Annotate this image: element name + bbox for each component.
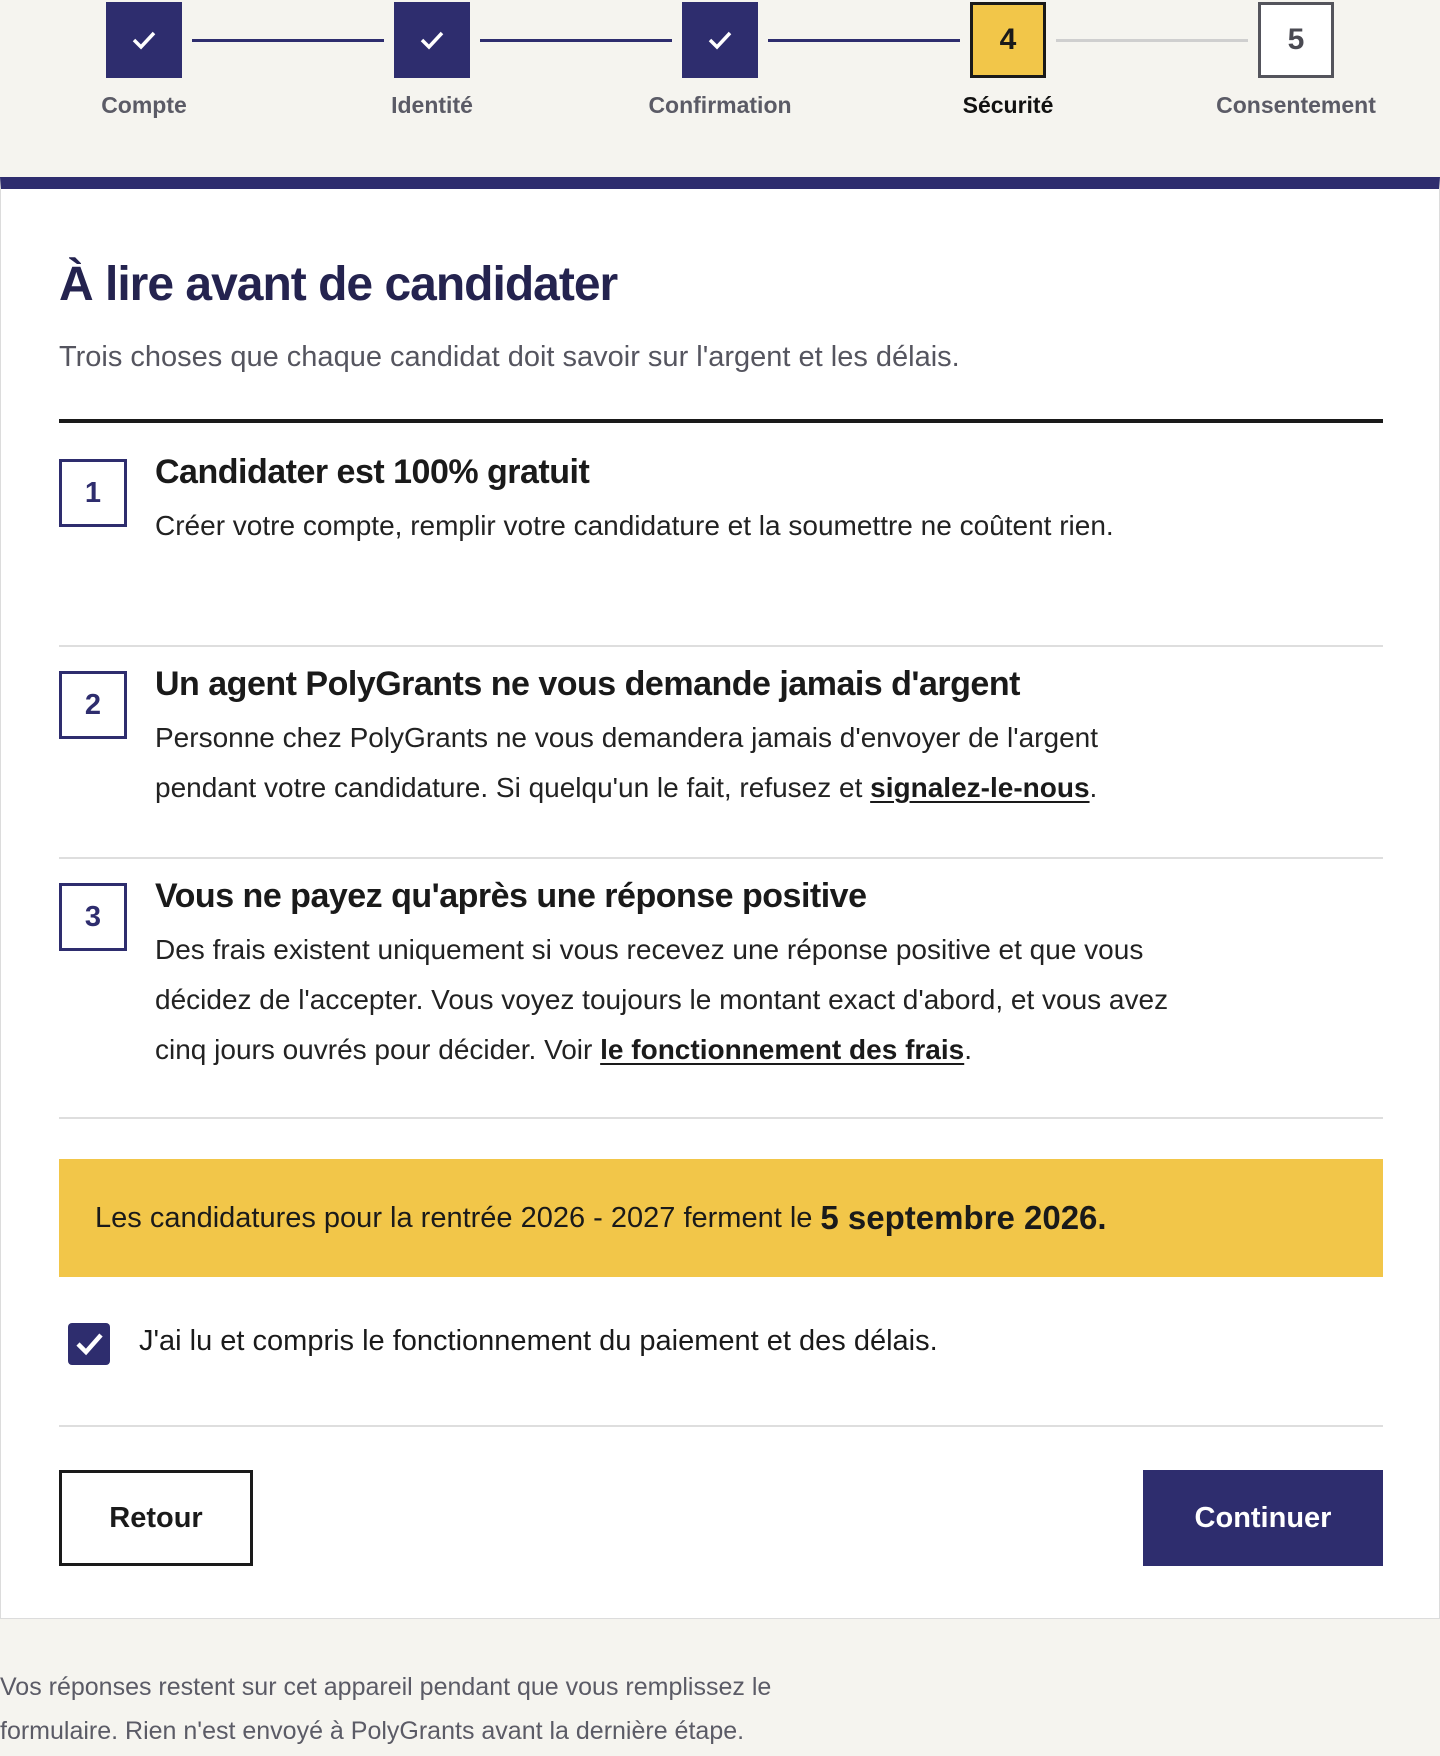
step-3-done-box[interactable] xyxy=(682,2,758,78)
privacy-footnote: Vos réponses restent sur cet appareil pendant que vous remplissez le formulaire. Rien n'est envoyé à PolyGrants avant la dernière étape. xyxy=(0,1673,772,1745)
checkmark-icon xyxy=(707,30,733,50)
item-body xyxy=(155,713,1175,813)
item-divider xyxy=(59,1117,1383,1119)
progress-stepper xyxy=(0,0,1440,175)
item-body-tail: . xyxy=(964,1034,972,1065)
item-body-text: Des frais existent uniquement si vous recevez une réponse positive et que vous décidez de l'accepter. Vous voyez toujours le montant exact d'abord, et vous avez cinq jours ouvrés pour décider. Voir xyxy=(155,934,1169,1065)
step-2-done-box[interactable] xyxy=(394,2,470,78)
back-button[interactable]: Retour xyxy=(59,1470,253,1566)
actions-divider xyxy=(59,1425,1383,1427)
fees-link[interactable]: le fonctionnement des frais xyxy=(600,1034,965,1065)
page-title: À lire avant de candidater xyxy=(59,258,618,311)
report-link[interactable]: signalez-le-nous xyxy=(870,772,1090,803)
item-number-badge: 1 xyxy=(59,459,127,527)
item-body-tail: . xyxy=(1089,772,1098,803)
step-5-pending-box: 5 xyxy=(1258,2,1334,78)
item-divider xyxy=(59,857,1383,859)
checkmark-icon xyxy=(74,1331,104,1357)
item-title: Vous ne payez qu'après une réponse positive xyxy=(155,877,867,915)
checkmark-icon xyxy=(131,30,157,50)
page-subtitle: Trois choses que chaque candidat doit savoir sur l'argent et les délais. xyxy=(59,341,960,373)
step-1-done-box[interactable] xyxy=(106,2,182,78)
item-body: Créer votre compte, remplir votre candidature et la soumettre ne coûtent rien. xyxy=(155,510,1114,541)
info-card xyxy=(0,177,1440,1619)
item-number-badge: 2 xyxy=(59,671,127,739)
item-title: Un agent PolyGrants ne vous demande jamais d'argent xyxy=(155,665,1020,703)
acknowledge-checkbox[interactable] xyxy=(68,1323,110,1365)
item-title: Candidater est 100% gratuit xyxy=(155,453,590,491)
item-body-text: Personne chez PolyGrants ne vous demandera jamais d'envoyer de l'argent pendant votre candidature. Si quelqu'un le fait, refusez et xyxy=(155,722,1099,803)
item-body xyxy=(155,925,1175,1075)
step-label-consentement: Consentement xyxy=(1216,92,1376,118)
item-divider xyxy=(59,645,1383,647)
deadline-banner xyxy=(59,1159,1383,1277)
step-label-confirmation[interactable]: Confirmation xyxy=(648,92,792,118)
checkmark-icon xyxy=(419,30,445,50)
continue-button[interactable]: Continuer xyxy=(1143,1470,1383,1566)
deadline-date: 5 septembre 2026 xyxy=(820,1199,1098,1236)
deadline-tail: . xyxy=(1097,1199,1107,1236)
step-connector xyxy=(480,39,672,42)
step-4-current-box: 4 xyxy=(970,2,1046,78)
section-divider xyxy=(59,419,1383,423)
step-connector xyxy=(1056,39,1248,42)
step-label-compte[interactable]: Compte xyxy=(101,92,187,118)
step-connector xyxy=(768,39,960,42)
step-label-identite[interactable]: Identité xyxy=(391,92,473,118)
deadline-text: Les candidatures pour la rentrée 2026 - 2027 ferment le xyxy=(95,1201,813,1234)
item-number-badge: 3 xyxy=(59,883,127,951)
acknowledge-label[interactable]: J'ai lu et compris le fonctionnement du paiement et des délais. xyxy=(139,1325,938,1357)
step-label-securite: Sécurité xyxy=(962,92,1054,118)
step-connector xyxy=(192,39,384,42)
